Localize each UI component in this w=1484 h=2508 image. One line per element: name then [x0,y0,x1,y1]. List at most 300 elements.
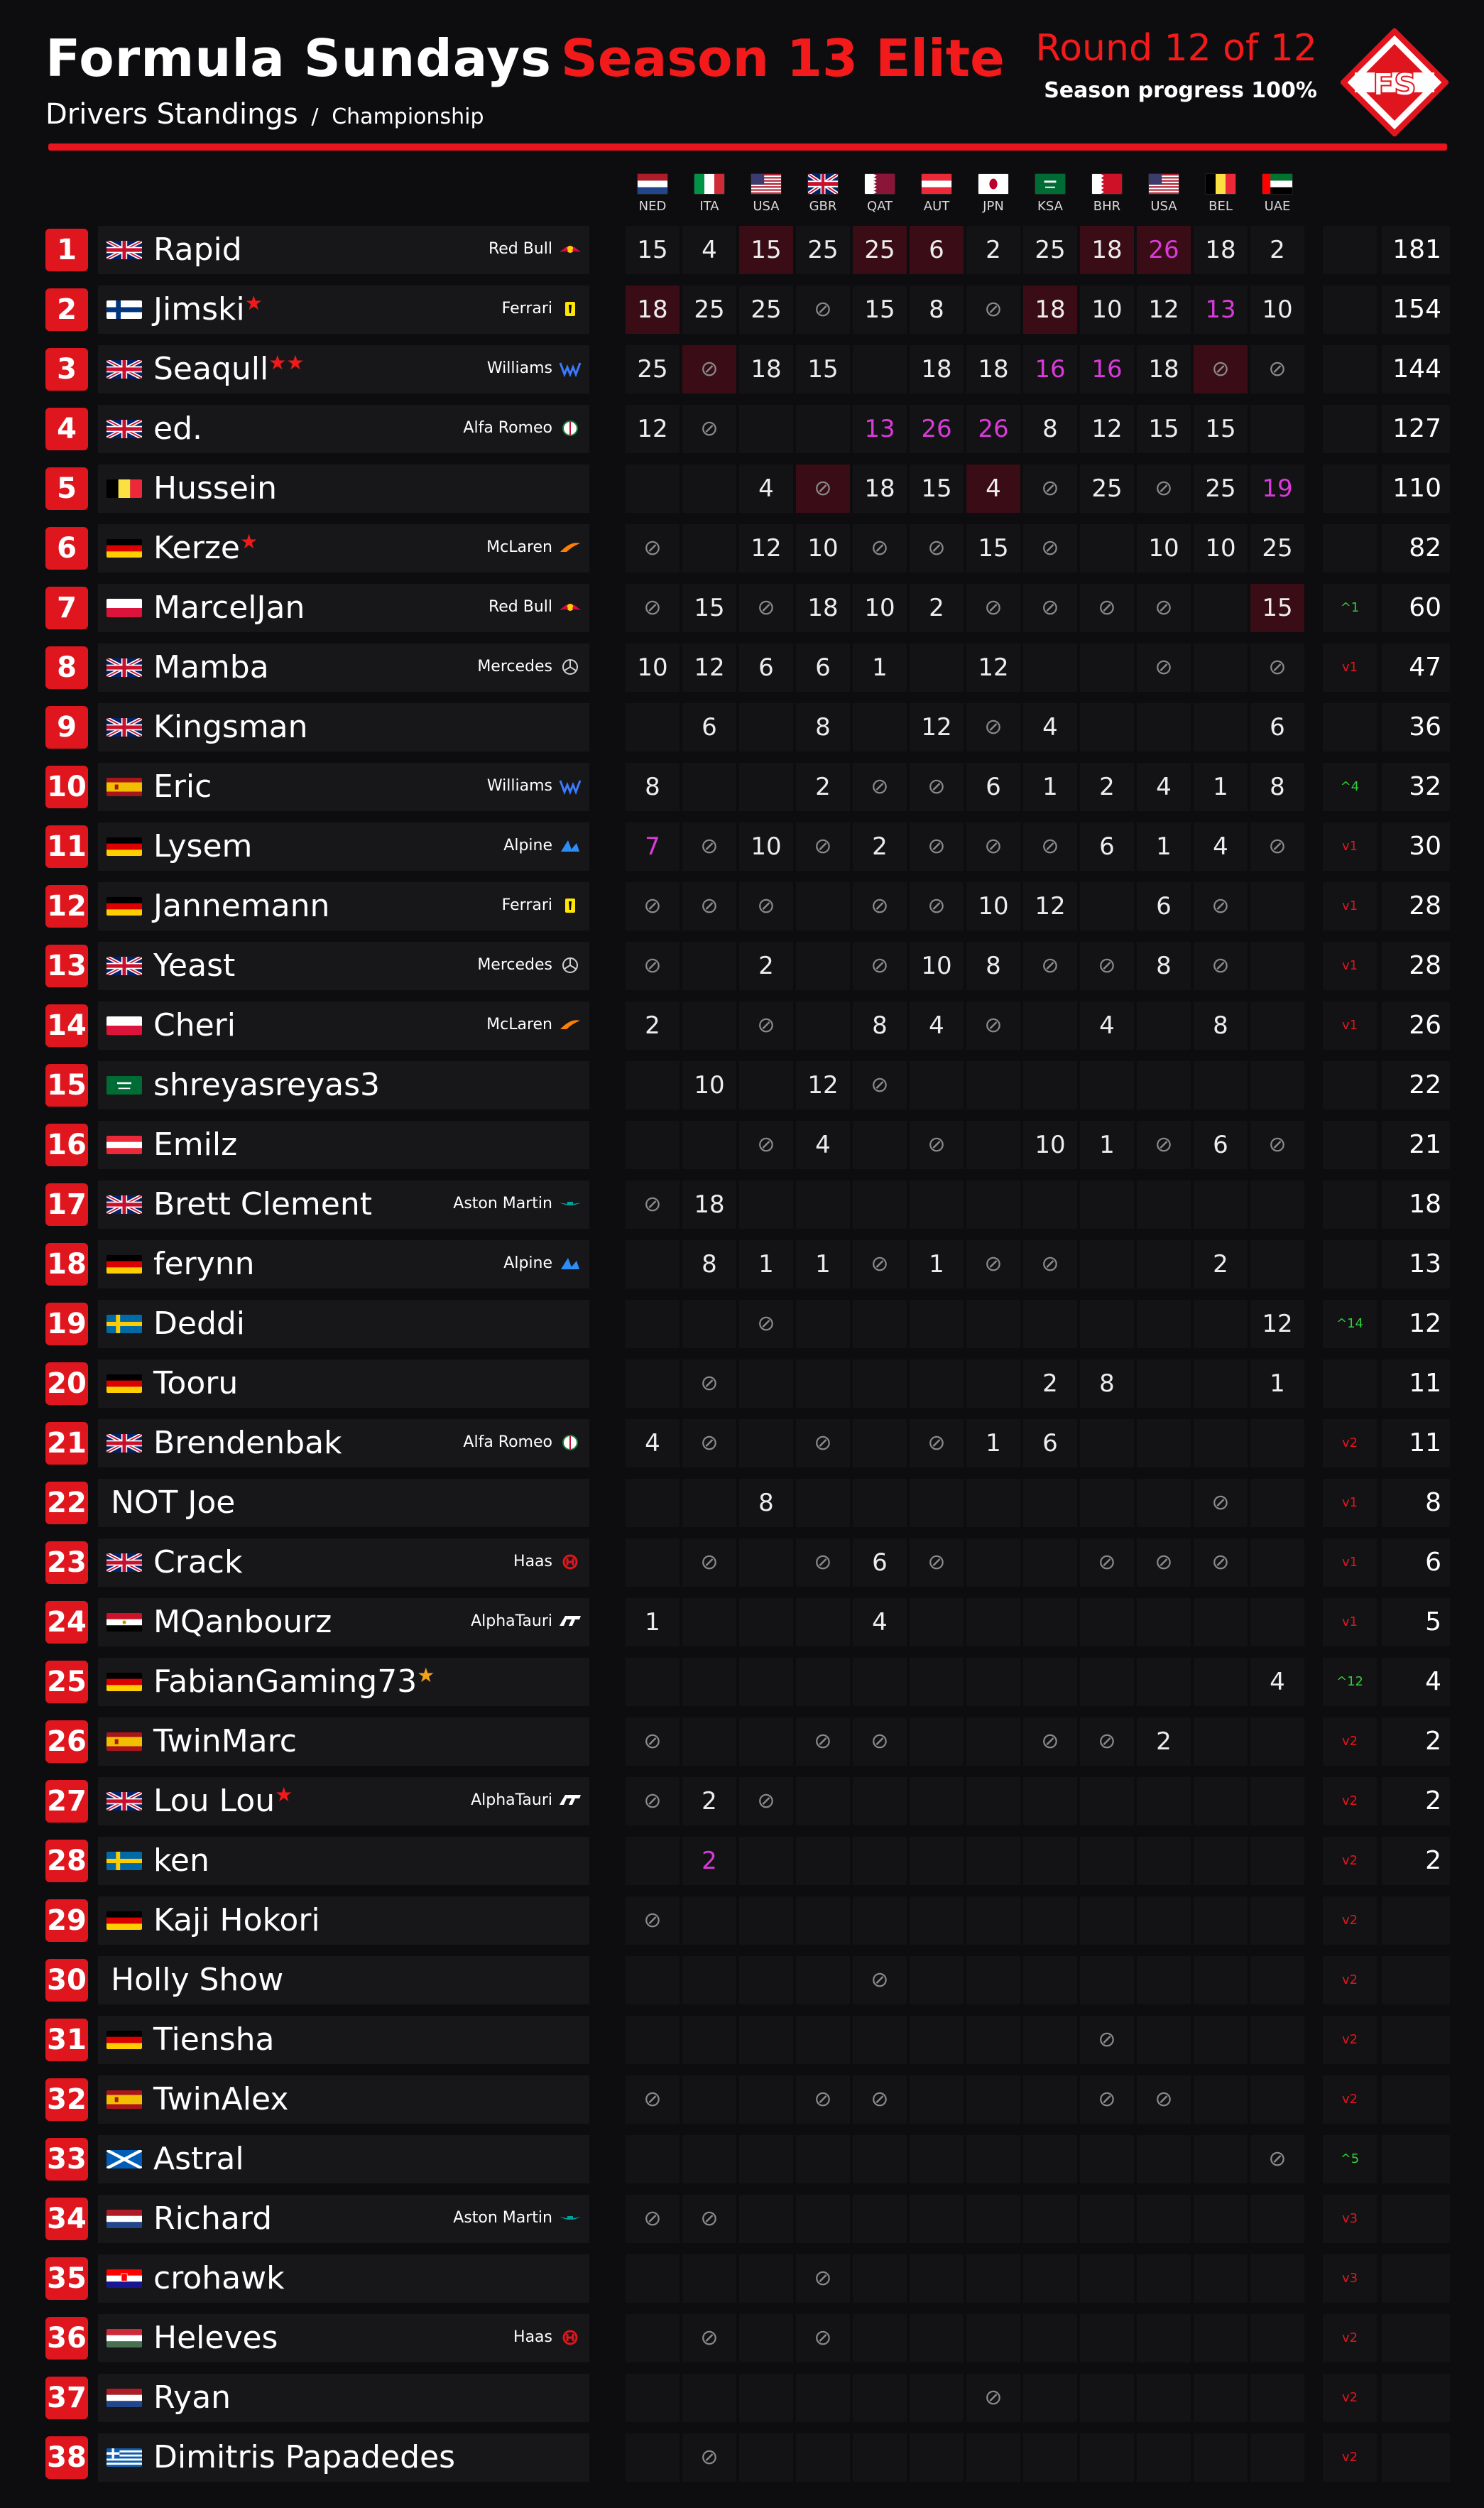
result-cell [966,2433,1020,2482]
driver-name [153,351,304,387]
retired-icon: ⊘ [626,882,680,930]
driver-name [153,2081,288,2117]
retired-icon: ⊘ [853,2075,907,2124]
standings-row [0,761,1484,813]
standings-row [0,2372,1484,2423]
points-total [1382,1896,1450,1945]
race-column-qat [855,170,905,214]
result-cell [1250,1837,1304,1885]
se-flag-icon [107,1315,142,1333]
result-cell [853,2374,907,2422]
team-label [453,1195,582,1212]
race-column-bel [1196,170,1245,214]
race-code: NED [638,199,667,214]
driver-name-text: Ryan [153,2379,231,2416]
standings-row [0,1119,1484,1171]
driver-name-text: Hussein [153,470,278,506]
result-cell [682,2135,736,2183]
result-cell: 15 [796,345,850,393]
result-cell: 2 [796,763,850,811]
retired-icon: ⊘ [796,1538,850,1587]
result-cell: 8 [910,286,964,334]
result-cell [1080,1777,1134,1825]
nl-flag-icon [107,2210,142,2228]
result-cell [1080,2433,1134,2482]
gr-flag-icon [107,2448,142,2467]
result-cell [626,2433,680,2482]
points-total [1382,2195,1450,2243]
position-change: ^5 [1323,2135,1377,2183]
result-cell: 4 [1023,703,1077,751]
result-cell: 12 [910,703,964,751]
mclaren-team-icon [558,1016,582,1033]
result-cell [1023,644,1077,692]
result-cell [1023,2254,1077,2303]
retired-icon: ⊘ [739,1777,793,1825]
result-cell [1250,1479,1304,1527]
driver-name-text: NOT Joe [111,1484,236,1521]
nl-flag-icon [107,2389,142,2407]
result-cell [1137,1061,1191,1109]
driver-name [153,470,277,506]
driver-panel [98,1717,589,1766]
result-cell: 25 [853,226,907,274]
retired-icon: ⊘ [1137,1121,1191,1169]
se-flag-icon [107,1852,142,1870]
retired-icon: ⊘ [910,882,964,930]
result-cell [739,1896,793,1945]
driver-name [153,2439,455,2475]
de-flag-icon [107,1911,142,1930]
driver-name-text: shreyasreyas3 [153,1067,381,1103]
result-cell [626,2314,680,2362]
result-cell [1250,2075,1304,2124]
driver-name [153,1663,435,1700]
driver-panel [98,1001,589,1050]
points-total: 11 [1382,1419,1450,1467]
result-cell [739,1180,793,1229]
driver-panel [98,2314,589,2362]
result-cell [1023,2433,1077,2482]
result-cell [910,2433,964,2482]
result-cell [626,2254,680,2303]
driver-name-text: MarcelJan [153,590,305,626]
result-cell [910,1896,964,1945]
result-cell: 25 [1194,465,1248,513]
points-total: 26 [1382,1001,1450,1050]
result-cell: 16 [1080,345,1134,393]
result-cell: 6 [1194,1121,1248,1169]
result-cell [1194,1777,1248,1825]
team-name: AlphaTauri [471,1612,552,1630]
result-cell [682,763,736,811]
position-change: v1 [1323,942,1377,990]
result-cell: 2 [853,823,907,871]
retired-icon: ⊘ [1023,1240,1077,1288]
race-code: JPN [983,199,1004,214]
retired-icon: ⊘ [910,1121,964,1169]
team-label [513,1553,582,1570]
team-name: Williams [486,777,552,795]
retired-icon: ⊘ [626,1777,680,1825]
result-cell: 15 [626,226,680,274]
driver-name [153,2379,231,2416]
result-cell [682,1300,736,1348]
position-badge: 35 [45,2257,88,2300]
result-cell [1023,2016,1077,2064]
points-total: 127 [1382,405,1450,453]
points-total: 12 [1382,1300,1450,1348]
race-column-ita [684,170,734,214]
position-badge: 15 [45,1064,88,1107]
position-change: ^14 [1323,1300,1377,1348]
driver-name-text: MQanbourz [153,1604,332,1640]
result-cell [739,1837,793,1885]
driver-panel [98,524,589,572]
logo-text: FS [1373,67,1417,103]
retired-icon: ⊘ [853,1956,907,2004]
result-cell [796,1359,850,1408]
result-cell [626,1300,680,1348]
sco-flag-icon [107,2150,142,2168]
gb-flag-icon [107,658,142,677]
driver-name-text: crohawk [153,2260,285,2296]
retired-icon: ⊘ [1137,584,1191,632]
result-cell [739,1061,793,1109]
result-cell [853,1359,907,1408]
result-cell [1250,1717,1304,1766]
driver-name-text: Tooru [153,1365,239,1401]
standings-row [0,403,1484,455]
standings-row [0,1597,1484,1648]
result-cell [910,1658,964,1706]
result-cell [853,1121,907,1169]
result-cell: 25 [682,286,736,334]
retired-icon: ⊘ [910,763,964,811]
standings-row [0,702,1484,753]
driver-name [153,2141,244,2177]
team-label [487,359,582,377]
gb-flag-icon [107,718,142,737]
result-cell [682,1956,736,2004]
result-cell [682,1717,736,1766]
position-change [1323,345,1377,393]
result-cell: 15 [966,524,1020,572]
driver-name [153,1186,372,1222]
position-change: v2 [1323,2374,1377,2422]
result-cell: 2 [1023,1359,1077,1408]
result-cell: 18 [739,345,793,393]
result-cell [1137,2254,1191,2303]
race-column-ned [628,170,677,214]
result-cell [1194,644,1248,692]
driver-panel [98,465,589,513]
retired-icon: ⊘ [1250,823,1304,871]
position-change [1323,1359,1377,1408]
driver-name-text: Rapid [153,232,242,268]
retired-icon: ⊘ [910,823,964,871]
result-cell [1194,1061,1248,1109]
result-cell [1023,1061,1077,1109]
result-cell [1023,2195,1077,2243]
result-cell: 2 [1137,1717,1191,1766]
race-column-uae [1253,170,1302,214]
result-cell [682,2254,736,2303]
driver-name [153,291,263,327]
result-cell [739,1419,793,1467]
result-cell [1023,1896,1077,1945]
driver-panel [98,1538,589,1587]
result-cell: 6 [682,703,736,751]
position-change [1323,1121,1377,1169]
result-cell [739,703,793,751]
race-code: QAT [866,199,893,214]
retired-icon: ⊘ [739,1001,793,1050]
team-label [471,1791,582,1809]
standings-row [0,1537,1484,1588]
retired-icon: ⊘ [1080,1717,1134,1766]
result-cell: 6 [1080,823,1134,871]
position-change: v1 [1323,882,1377,930]
points-total: 60 [1382,584,1450,632]
result-cell: 4 [682,226,736,274]
driver-panel [98,703,589,751]
retired-icon: ⊘ [853,524,907,572]
retired-icon: ⊘ [796,2314,850,2362]
alphatauri-team-icon [558,1792,582,1809]
position-badge: 9 [45,706,88,749]
result-cell: 19 [1250,465,1304,513]
es-flag-icon [107,778,142,796]
result-cell [796,1777,850,1825]
position-badge: 4 [45,408,88,450]
position-badge: 5 [45,467,88,510]
result-cell: 18 [910,345,964,393]
es-flag-icon [107,1732,142,1751]
result-cell [966,1837,1020,1885]
result-cell [853,1837,907,1885]
team-name: Aston Martin [453,1195,552,1212]
result-cell [1080,1896,1134,1945]
gb-flag-icon [107,957,142,975]
result-cell: 18 [966,345,1020,393]
retired-icon: ⊘ [853,1717,907,1766]
retired-icon: ⊘ [910,1419,964,1467]
result-cell: 2 [966,226,1020,274]
result-cell: 15 [1194,405,1248,453]
retired-icon: ⊘ [626,942,680,990]
result-cell [796,2433,850,2482]
team-label [513,2328,582,2346]
position-badge: 16 [45,1124,88,1166]
result-cell [1023,1956,1077,2004]
result-cell [796,1001,850,1050]
result-cell: 8 [1080,1359,1134,1408]
result-cell: 16 [1023,345,1077,393]
retired-icon: ⊘ [1080,942,1134,990]
race-code: BEL [1209,199,1233,214]
driver-name-text: Emilz [153,1127,238,1163]
retired-icon: ⊘ [1080,584,1134,632]
result-cell [796,1837,850,1885]
result-cell [1023,1180,1077,1229]
driver-panel [98,1777,589,1825]
points-total: 22 [1382,1061,1450,1109]
driver-name-text: FabianGaming73 [153,1663,418,1700]
driver-panel [98,1956,589,2004]
alfa-team-icon [558,420,582,437]
result-cell: 2 [1080,763,1134,811]
race-column-gbr [798,170,848,214]
result-cell [796,1598,850,1646]
result-cell [682,1121,736,1169]
points-total: 181 [1382,226,1450,274]
result-cell: 7 [626,823,680,871]
driver-panel [98,1180,589,1229]
points-total: 82 [1382,524,1450,572]
driver-panel [98,2374,589,2422]
fi-flag-icon [107,300,142,319]
standings-row [0,1716,1484,1767]
position-badge: 14 [45,1004,88,1047]
result-cell: 8 [1137,942,1191,990]
result-cell [796,2195,850,2243]
retired-icon: ⊘ [626,1896,680,1945]
driver-name [111,1962,283,1998]
result-cell [1250,2374,1304,2422]
position-badge: 13 [45,945,88,987]
points-total: 154 [1382,286,1450,334]
retired-icon: ⊘ [966,2374,1020,2422]
de-flag-icon [107,897,142,916]
driver-name [153,590,305,626]
position-badge: 24 [45,1601,88,1644]
result-cell [626,1956,680,2004]
position-change: ^12 [1323,1658,1377,1706]
result-cell [796,2135,850,2183]
de-flag-icon [107,2031,142,2049]
retired-icon: ⊘ [739,1300,793,1348]
driver-name-text: Jimski [153,291,245,327]
result-cell [853,2135,907,2183]
points-total: 11 [1382,1359,1450,1408]
retired-icon: ⊘ [682,345,736,393]
result-cell [739,1956,793,2004]
driver-panel [98,2195,589,2243]
retired-icon: ⊘ [1137,644,1191,692]
result-cell [739,2433,793,2482]
result-cell [682,2075,736,2124]
team-label [463,419,582,437]
driver-name [153,1723,297,1759]
team-label [471,1612,582,1630]
team-name: Haas [513,1553,552,1570]
result-cell [1250,1896,1304,1945]
position-change: v2 [1323,2075,1377,2124]
result-cell [1080,2374,1134,2422]
result-cell: 2 [682,1777,736,1825]
williams-team-icon [558,778,582,795]
team-name: Mercedes [477,956,552,974]
result-cell [910,2195,964,2243]
team-name: Haas [513,2328,552,2346]
redbull-team-icon [558,599,582,616]
subtitle-separator: / [311,104,319,129]
result-cell [1194,1300,1248,1348]
position-badge: 17 [45,1183,88,1226]
result-cell [1023,1300,1077,1348]
result-cell [682,1001,736,1050]
us-flag-icon [751,173,782,195]
team-label [486,538,582,556]
result-cell [1250,1777,1304,1825]
driver-name-text: Jannemann [153,888,330,924]
retired-icon: ⊘ [682,1419,736,1467]
de-flag-icon [107,837,142,856]
standings-row [0,1179,1484,1230]
result-cell: 12 [966,644,1020,692]
result-cell [626,1240,680,1288]
driver-panel [98,1359,589,1408]
team-name: Alfa Romeo [463,1433,552,1451]
result-cell [1194,2433,1248,2482]
position-change [1323,1240,1377,1288]
star-icon: ★ [417,1663,435,1687]
race-column-usa [1139,170,1189,214]
result-cell [910,1777,964,1825]
position-badge: 28 [45,1840,88,1882]
standings-row [0,1477,1484,1529]
race-code: AUT [923,199,950,214]
points-total: 2 [1382,1837,1450,1885]
result-cell: 18 [853,465,907,513]
retired-icon: ⊘ [1023,823,1077,871]
driver-panel [98,1300,589,1348]
result-cell [853,2016,907,2064]
race-code: GBR [809,199,837,214]
result-cell [739,1658,793,1706]
points-total: 30 [1382,823,1450,871]
result-cell [966,1061,1020,1109]
result-cell [796,1956,850,2004]
result-cell [626,1538,680,1587]
result-cell: 12 [682,644,736,692]
result-cell [682,1598,736,1646]
retired-icon: ⊘ [796,2254,850,2303]
it-flag-icon [694,173,725,195]
race-header [0,170,1484,227]
driver-name-text: ken [153,1842,209,1879]
result-cell [1250,1180,1304,1229]
result-cell [682,1479,736,1527]
result-cell [966,1479,1020,1527]
result-cell: 18 [1137,345,1191,393]
result-cell [910,2254,964,2303]
standings-row [0,1895,1484,1946]
position-change [1323,524,1377,572]
result-cell [1080,1956,1134,2004]
gb-flag-icon [107,241,142,259]
team-label [486,1016,582,1033]
result-cell [1137,2314,1191,2362]
driver-name [153,888,329,924]
position-change: v3 [1323,2195,1377,2243]
points-total [1382,2135,1450,2183]
race-code: BHR [1093,199,1121,214]
result-cell: 2 [626,1001,680,1050]
points-total: 110 [1382,465,1450,513]
result-cell [796,882,850,930]
